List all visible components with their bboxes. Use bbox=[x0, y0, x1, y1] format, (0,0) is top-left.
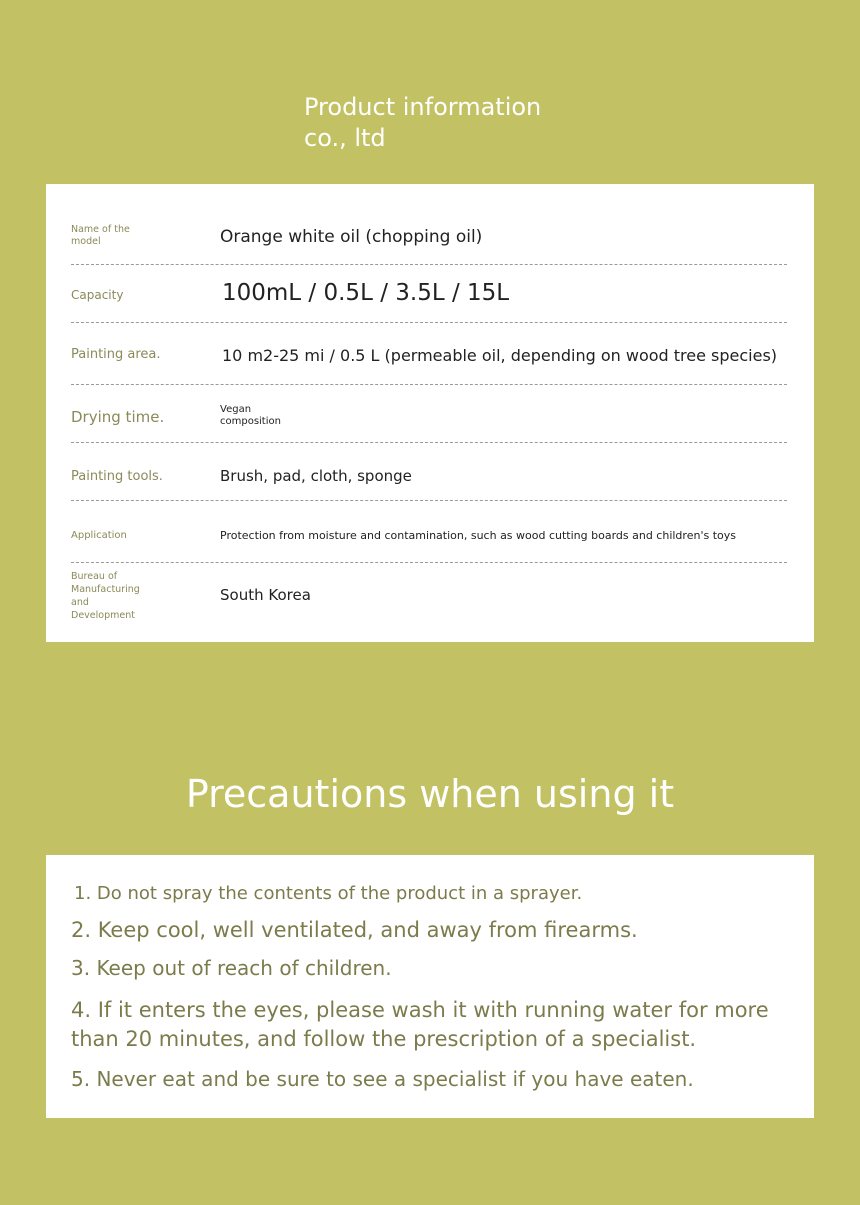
precautions-title: Precautions when using it bbox=[185, 772, 675, 816]
info-row-label: Application bbox=[71, 530, 127, 541]
info-row-label: Name of the model bbox=[71, 224, 130, 247]
info-row-value: Vegan composition bbox=[220, 404, 281, 427]
info-row-label: Drying time. bbox=[71, 408, 165, 426]
info-row-label: Painting tools. bbox=[71, 469, 163, 484]
info-row-label: Capacity bbox=[71, 288, 124, 302]
page-title-line-2: co., ltd bbox=[304, 124, 386, 152]
info-row-capacity bbox=[71, 264, 787, 323]
precaution-item: 4. If it enters the eyes, please wash it with running water for more than 20 minutes, and follow the prescription of a specialist. bbox=[71, 998, 769, 1051]
info-row-drying-time bbox=[71, 384, 787, 443]
precaution-item: 5. Never eat and be sure to see a specialist if you have eaten. bbox=[71, 1067, 694, 1091]
info-row-label: Bureau of Manufacturing and Development bbox=[71, 571, 140, 621]
info-row-application bbox=[71, 500, 787, 563]
precaution-item: 1. Do not spray the contents of the product in a sprayer. bbox=[74, 883, 583, 904]
info-row-value: 10 m2-25 mi / 0.5 L (permeable oil, depending on wood tree species) bbox=[222, 346, 778, 365]
page-title bbox=[304, 92, 541, 154]
info-row-label: Painting area. bbox=[71, 347, 161, 362]
info-row-value: Protection from moisture and contamination, such as wood cutting boards and children's toys bbox=[220, 529, 736, 542]
info-row-value: Brush, pad, cloth, sponge bbox=[220, 467, 412, 485]
product-info-card bbox=[46, 184, 814, 642]
info-row-value: Orange white oil (chopping oil) bbox=[220, 227, 483, 247]
precautions-card bbox=[46, 855, 814, 1118]
page-title-line-1: Product information bbox=[304, 93, 542, 121]
info-row-value: South Korea bbox=[220, 586, 311, 604]
info-row-bureau bbox=[71, 562, 787, 642]
precaution-item: 3. Keep out of reach of children. bbox=[71, 956, 392, 980]
info-row-painting-tools bbox=[71, 442, 787, 501]
precaution-item: 2. Keep cool, well ventilated, and away from firearms. bbox=[71, 918, 638, 942]
info-row-model bbox=[71, 214, 787, 265]
info-row-painting-area bbox=[71, 322, 787, 385]
info-row-value: 100mL / 0.5L / 3.5L / 15L bbox=[222, 280, 510, 306]
